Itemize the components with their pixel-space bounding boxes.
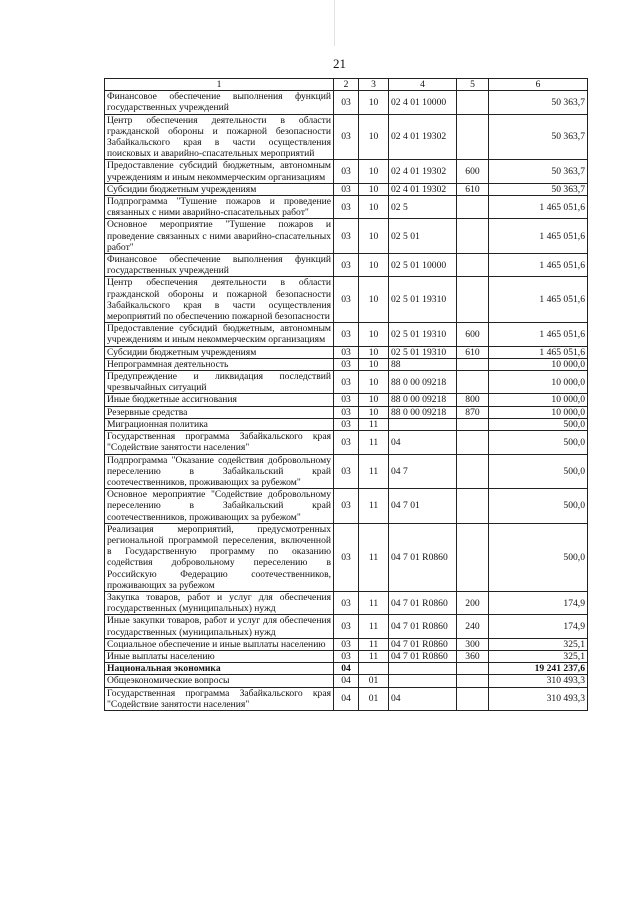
target-article-cell [389,418,457,430]
subsection-code-cell: 10 [359,406,389,418]
expense-type-cell [457,196,489,219]
table-row [105,323,588,346]
table-row [105,371,588,394]
table-row [105,454,588,489]
subsection-code-cell: 11 [359,638,389,650]
subsection-code-cell: 10 [359,394,389,406]
table-row [105,196,588,219]
subsection-code-cell: 11 [359,489,389,524]
section-code-cell: 03 [334,406,359,418]
amount-cell: 325,1 [489,650,588,662]
expense-type-cell [457,454,489,489]
section-code-cell: 03 [334,219,359,254]
row-name-cell: Общеэкономические вопросы [105,675,334,687]
expense-type-cell [457,687,489,710]
target-article-cell: 02 5 01 10000 [389,254,457,277]
section-code-cell: 03 [334,371,359,394]
target-article-cell: 88 [389,358,457,370]
target-article-cell: 04 7 01 [389,489,457,524]
section-code-cell: 03 [334,254,359,277]
target-article-cell [389,675,457,687]
subsection-code-cell: 11 [359,431,389,454]
section-code-cell: 03 [334,91,359,114]
row-name-cell: Субсидии бюджетным учреждениям [105,183,334,195]
target-article-cell: 04 [389,687,457,710]
expense-type-cell [457,418,489,430]
section-code-cell: 03 [334,650,359,662]
subsection-code-cell: 10 [359,114,389,160]
table-row [105,358,588,370]
amount-cell: 500,0 [489,523,588,591]
section-code-cell: 03 [334,358,359,370]
amount-cell: 1 465 051,6 [489,277,588,323]
amount-cell: 1 465 051,6 [489,323,588,346]
subsection-code-cell: 10 [359,358,389,370]
table-row [105,591,588,614]
row-name-cell: Государственная программа Забайкальского края "Содействие занятости населения" [105,431,334,454]
table-row [105,394,588,406]
target-article-cell: 02 5 [389,196,457,219]
target-article-cell: 04 [389,431,457,454]
expense-type-cell [457,91,489,114]
subsection-code-cell: 11 [359,650,389,662]
target-article-cell: 04 7 01 R0860 [389,650,457,662]
amount-cell: 1 465 051,6 [489,219,588,254]
amount-cell: 50 363,7 [489,160,588,183]
subsection-code-cell: 11 [359,591,389,614]
table-row [105,277,588,323]
amount-cell: 1 465 051,6 [489,346,588,358]
column-header: 4 [389,79,457,91]
row-name-cell: Иные бюджетные ассигнования [105,394,334,406]
expense-type-cell: 600 [457,323,489,346]
row-name-cell: Основное мероприятие "Тушение пожаров и проведение связанных с ними аварийно-спасательных работ" [105,219,334,254]
section-code-cell: 03 [334,394,359,406]
section-code-cell: 03 [334,346,359,358]
section-code-cell: 03 [334,183,359,195]
amount-cell: 500,0 [489,418,588,430]
expense-type-cell: 360 [457,650,489,662]
subsection-code-cell: 11 [359,418,389,430]
expense-type-cell [457,431,489,454]
amount-cell: 50 363,7 [489,114,588,160]
amount-cell: 10 000,0 [489,371,588,394]
amount-cell: 1 465 051,6 [489,196,588,219]
section-code-cell: 03 [334,418,359,430]
section-code-cell: 04 [334,675,359,687]
row-name-cell: Центр обеспечения деятельности в области гражданской обороны и пожарной безопасности Забайкальского края в части осуществления мероприятий по обеспечению пожарной безопасности [105,277,334,323]
table-row [105,638,588,650]
section-code-cell: 03 [334,523,359,591]
amount-cell: 1 465 051,6 [489,254,588,277]
expense-type-cell: 610 [457,183,489,195]
expense-type-cell [457,358,489,370]
subsection-code-cell: 10 [359,346,389,358]
table-row [105,418,588,430]
column-header: 3 [359,79,389,91]
table-row [105,406,588,418]
target-article-cell: 04 7 01 R0860 [389,523,457,591]
row-name-cell: Миграционная политика [105,418,334,430]
subsection-code-cell: 10 [359,254,389,277]
section-code-cell: 03 [334,431,359,454]
table-row [105,489,588,524]
expense-type-cell: 200 [457,591,489,614]
section-code-cell: 03 [334,160,359,183]
row-name-cell: Резервные средства [105,406,334,418]
table-row [105,663,588,675]
row-name-cell: Закупка товаров, работ и услуг для обеспечения государственных (муниципальных) нужд [105,591,334,614]
row-name-cell: Основное мероприятие "Содействие добровольному переселению в Забайкальский край соотечественников, проживающих за рубежом" [105,489,334,524]
target-article-cell: 02 5 01 19310 [389,323,457,346]
row-name-cell: Подпрограмма "Тушение пожаров и проведение связанных с ними аварийно-спасательных работ" [105,196,334,219]
table-row [105,160,588,183]
expense-type-cell [457,523,489,591]
table-row [105,346,588,358]
section-code-cell: 03 [334,615,359,638]
expense-type-cell [457,675,489,687]
section-code-cell: 03 [334,591,359,614]
row-name-cell: Центр обеспечения деятельности в области гражданской обороны и пожарной безопасности Забайкальского края в части осуществления поисковых и аварийно-спасательных мероприятий [105,114,334,160]
table-row [105,219,588,254]
section-code-cell: 03 [334,489,359,524]
expense-type-cell [457,371,489,394]
expense-type-cell: 300 [457,638,489,650]
column-header: 5 [457,79,489,91]
subsection-code-cell: 10 [359,91,389,114]
subsection-code-cell: 10 [359,219,389,254]
target-article-cell: 02 4 01 10000 [389,91,457,114]
subsection-code-cell: 10 [359,371,389,394]
amount-cell: 10 000,0 [489,394,588,406]
expense-type-cell [457,219,489,254]
amount-cell: 19 241 237,6 [489,663,588,675]
table-row [105,254,588,277]
table-header-row [105,79,588,91]
table-row [105,687,588,710]
subsection-code-cell: 10 [359,160,389,183]
amount-cell: 50 363,7 [489,91,588,114]
target-article-cell: 02 5 01 19310 [389,346,457,358]
table-row [105,91,588,114]
amount-cell: 174,9 [489,615,588,638]
target-article-cell: 04 7 01 R0860 [389,591,457,614]
target-article-cell: 02 4 01 19302 [389,114,457,160]
section-code-cell: 03 [334,323,359,346]
expense-type-cell: 800 [457,394,489,406]
column-header: 2 [334,79,359,91]
table-row [105,183,588,195]
section-code-cell: 03 [334,114,359,160]
subsection-code-cell: 10 [359,323,389,346]
expense-type-cell: 600 [457,160,489,183]
row-name-cell: Предоставление субсидий бюджетным, автономным учреждениям и иным некоммерческим организациям [105,323,334,346]
amount-cell: 500,0 [489,454,588,489]
table-row [105,523,588,591]
subsection-code-cell: 11 [359,615,389,638]
amount-cell: 174,9 [489,591,588,614]
row-name-cell: Иные выплаты населению [105,650,334,662]
row-name-cell: Предоставление субсидий бюджетным, автономным учреждениям и иным некоммерческим организациям [105,160,334,183]
section-code-cell: 03 [334,454,359,489]
row-name-cell: Реализация мероприятий, предусмотренных региональной программой переселения, включенной в Государственную программу по оказанию содействия добровольному переселению в Российскую Федерацию соотечественников, проживающих за рубежом [105,523,334,591]
subsection-code-cell: 11 [359,523,389,591]
column-header: 6 [489,79,588,91]
target-article-cell: 04 7 01 R0860 [389,638,457,650]
expense-type-cell [457,663,489,675]
amount-cell: 310 493,3 [489,675,588,687]
table-row [105,615,588,638]
amount-cell: 50 363,7 [489,183,588,195]
subsection-code-cell [359,663,389,675]
target-article-cell: 04 7 [389,454,457,489]
page-number: 21 [333,56,346,71]
subsection-code-cell: 01 [359,675,389,687]
target-article-cell: 02 5 01 19310 [389,277,457,323]
table-row [105,650,588,662]
row-name-cell: Иные закупки товаров, работ и услуг для обеспечения государственных (муниципальных) нужд [105,615,334,638]
table-row [105,114,588,160]
row-name-cell: Социальное обеспечение и иные выплаты населению [105,638,334,650]
table-row [105,431,588,454]
target-article-cell: 02 4 01 19302 [389,160,457,183]
amount-cell: 325,1 [489,638,588,650]
expense-type-cell [457,277,489,323]
expense-type-cell [457,254,489,277]
subsection-code-cell: 11 [359,454,389,489]
section-code-cell: 04 [334,687,359,710]
target-article-cell: 88 0 00 09218 [389,371,457,394]
expense-type-cell [457,489,489,524]
subsection-code-cell: 10 [359,196,389,219]
amount-cell: 10 000,0 [489,358,588,370]
budget-table [104,78,588,711]
section-code-cell: 03 [334,638,359,650]
column-header: 1 [105,79,334,91]
section-code-cell: 04 [334,663,359,675]
row-name-cell: Субсидии бюджетным учреждениям [105,346,334,358]
amount-cell: 310 493,3 [489,687,588,710]
section-code-cell: 03 [334,277,359,323]
row-name-cell: Финансовое обеспечение выполнения функций государственных учреждений [105,254,334,277]
target-article-cell [389,663,457,675]
table-row [105,675,588,687]
amount-cell: 10 000,0 [489,406,588,418]
subsection-code-cell: 10 [359,277,389,323]
expense-type-cell: 610 [457,346,489,358]
expense-type-cell [457,114,489,160]
target-article-cell: 02 4 01 19302 [389,183,457,195]
fold-line [334,0,335,46]
subsection-code-cell: 01 [359,687,389,710]
target-article-cell: 04 7 01 R0860 [389,615,457,638]
row-name-cell: Подпрограмма "Оказание содействия добровольному переселению в Забайкальский край соотечественников, проживающих за рубежом" [105,454,334,489]
target-article-cell: 02 5 01 [389,219,457,254]
row-name-cell: Национальная экономика [105,663,334,675]
row-name-cell: Государственная программа Забайкальского края "Содействие занятости населения" [105,687,334,710]
subsection-code-cell: 10 [359,183,389,195]
expense-type-cell: 240 [457,615,489,638]
row-name-cell: Предупреждение и ликвидация последствий чрезвычайных ситуаций [105,371,334,394]
expense-type-cell: 870 [457,406,489,418]
row-name-cell: Непрограммная деятельность [105,358,334,370]
section-code-cell: 03 [334,196,359,219]
amount-cell: 500,0 [489,489,588,524]
amount-cell: 500,0 [489,431,588,454]
target-article-cell: 88 0 00 09218 [389,394,457,406]
row-name-cell: Финансовое обеспечение выполнения функций государственных учреждений [105,91,334,114]
target-article-cell: 88 0 00 09218 [389,406,457,418]
